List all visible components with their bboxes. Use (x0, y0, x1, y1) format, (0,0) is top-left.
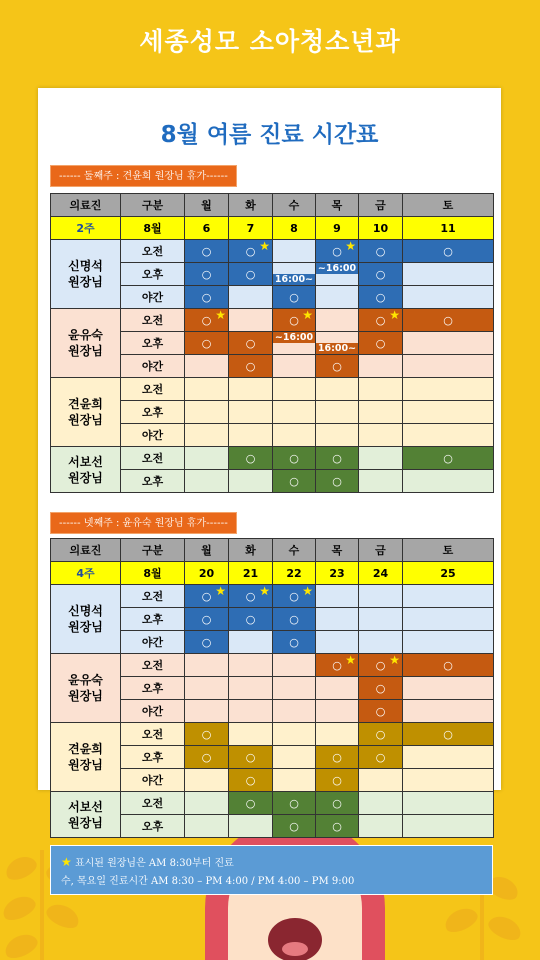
doctor-gyeon: 견윤희 원장님 (51, 723, 121, 792)
slot-open: ○ ★ (316, 654, 359, 677)
header-row (51, 194, 494, 217)
period-night: 야간 (121, 355, 185, 378)
period-am: 오전 (121, 654, 185, 677)
col-fri: 금 (359, 539, 403, 562)
schedule-title: 8월 여름 진료 시간표 (160, 122, 379, 148)
slot-open: ○ (229, 769, 273, 792)
slot-open: ○ (316, 355, 359, 378)
col-doctor: 의료진 (51, 539, 121, 562)
date: 7 (229, 217, 273, 240)
date: 8 (273, 217, 316, 240)
slot-open: ○ ★ (359, 654, 403, 677)
slot-open: ○ (403, 447, 494, 470)
col-wed: 수 (273, 539, 316, 562)
col-fri: 금 (359, 194, 403, 217)
col-thu: 목 (316, 539, 359, 562)
week4-banner: ------ 넷째주 : 윤유숙 원장님 휴가------ (50, 512, 237, 534)
slot-open: ○ (229, 355, 273, 378)
star-icon: ★ (61, 855, 72, 869)
col-tue: 화 (229, 194, 273, 217)
slot-open: ○ (229, 263, 273, 286)
slot-open: ○ (185, 286, 229, 309)
doctor-yoon: 윤유숙 원장님 (51, 309, 121, 378)
slot-open: ○ (273, 470, 316, 493)
slot-open: ○ (316, 769, 359, 792)
doctor-yoon: 윤유숙 원장님 (51, 654, 121, 723)
star-icon: ★ (259, 584, 270, 598)
slot-open: ○ (359, 240, 403, 263)
slot-closed (359, 470, 403, 493)
date: 20 (185, 562, 229, 585)
slot-open: ○ (273, 792, 316, 815)
period-night: 야간 (121, 769, 185, 792)
slot-open: ○ (229, 746, 273, 769)
slot-open: ○ (229, 332, 273, 355)
star-icon: ★ (215, 584, 226, 598)
slot-open: ○ (403, 723, 494, 746)
slot-open: ○ (403, 654, 494, 677)
slot-open: ○ (229, 792, 273, 815)
period-am: 오전 (121, 792, 185, 815)
slot-closed (273, 355, 316, 378)
slot-open: ○ (185, 723, 229, 746)
date: 21 (229, 562, 273, 585)
slot-open: ○ (185, 240, 229, 263)
star-icon: ★ (389, 653, 400, 667)
slot-open: ○ (185, 608, 229, 631)
slot-open: ○ ★ (229, 240, 273, 263)
slot-open: ○ (273, 631, 316, 654)
col-category: 구분 (121, 539, 185, 562)
slot-closed (229, 470, 273, 493)
period-am: 오전 (121, 723, 185, 746)
week-label: 2주 (51, 217, 121, 240)
slot-closed (229, 309, 273, 332)
period-pm: 오후 (121, 332, 185, 355)
col-doctor: 의료진 (51, 194, 121, 217)
star-icon: ★ (302, 584, 313, 598)
slot-closed (403, 332, 494, 355)
doctor-gyeon: 견윤희 원장님 (51, 378, 121, 447)
date-row (51, 562, 494, 585)
slot-open: ○ ★ (185, 585, 229, 608)
header-row (51, 539, 494, 562)
period-pm: 오후 (121, 263, 185, 286)
doctor-seo: 서보선 원장님 (51, 447, 121, 493)
date: 22 (273, 562, 316, 585)
col-thu: 목 (316, 194, 359, 217)
star-icon: ★ (345, 239, 356, 253)
date: 6 (185, 217, 229, 240)
month-label: 8월 (121, 562, 185, 585)
doctor-shin: 신명석 원장님 (51, 240, 121, 309)
col-tue: 화 (229, 539, 273, 562)
slot-closed (403, 355, 494, 378)
slot-open: ○ (359, 263, 403, 286)
slot-partial: 16:00~ (316, 332, 359, 355)
week-label: 4주 (51, 562, 121, 585)
clinic-name: 세종성모 소아청소년과 (139, 27, 401, 56)
col-category: 구분 (121, 194, 185, 217)
slot-open: ○ (316, 470, 359, 493)
date-row (51, 217, 494, 240)
month-label: 8월 (121, 217, 185, 240)
slot-closed (403, 470, 494, 493)
date: 9 (316, 217, 359, 240)
period-pm: 오후 (121, 815, 185, 838)
period-am: 오전 (121, 240, 185, 263)
slot-closed (316, 309, 359, 332)
period-pm: 오후 (121, 608, 185, 631)
period-pm: 오후 (121, 746, 185, 769)
slot-closed (359, 447, 403, 470)
week4-schedule-table (50, 538, 494, 838)
period-am: 오전 (121, 447, 185, 470)
col-mon: 월 (185, 194, 229, 217)
slot-open: ○ ★ (273, 309, 316, 332)
slot-open: ○ (185, 263, 229, 286)
period-night: 야간 (121, 286, 185, 309)
period-pm: 오후 (121, 677, 185, 700)
slot-open: ○ (403, 240, 494, 263)
slot-closed (185, 355, 229, 378)
date: 23 (316, 562, 359, 585)
star-icon: ★ (389, 308, 400, 322)
slot-open: ○ (185, 332, 229, 355)
slot-open: ○ (359, 700, 403, 723)
star-icon: ★ (215, 308, 226, 322)
slot-partial: ~16:00 (316, 263, 359, 286)
period-pm: 오후 (121, 470, 185, 493)
period-night: 야간 (121, 631, 185, 654)
date: 10 (359, 217, 403, 240)
week2-banner: ------ 둘째주 : 견윤희 원장님 휴가------ (50, 165, 237, 187)
slot-open: ○ (273, 286, 316, 309)
slot-closed (316, 286, 359, 309)
col-sat: 토 (403, 194, 494, 217)
slot-closed (273, 240, 316, 263)
date: 24 (359, 562, 403, 585)
slot-open: ○ (359, 677, 403, 700)
doctor-shin: 신명석 원장님 (51, 585, 121, 654)
col-wed: 수 (273, 194, 316, 217)
info-line-1: ★ 표시된 원장님은 AM 8:30부터 진료 (61, 855, 234, 869)
slot-open: ○ (185, 631, 229, 654)
slot-open: ○ (316, 815, 359, 838)
slot-open: ○ (229, 447, 273, 470)
slot-partial: ~16:00 (273, 332, 316, 355)
slot-open: ○ ★ (316, 240, 359, 263)
slot-open: ○ (316, 792, 359, 815)
slot-open: ○ ★ (185, 309, 229, 332)
period-pm: 오후 (121, 401, 185, 424)
star-icon: ★ (259, 239, 270, 253)
slot-open: ○ (359, 332, 403, 355)
period-am: 오전 (121, 309, 185, 332)
col-mon: 월 (185, 539, 229, 562)
slot-open: ○ (316, 746, 359, 769)
slot-open: ○ (273, 447, 316, 470)
slot-closed (185, 447, 229, 470)
slot-partial: 16:00~ (273, 263, 316, 286)
slot-open: ○ (316, 447, 359, 470)
slot-open: ○ (229, 608, 273, 631)
slot-closed (403, 286, 494, 309)
slot-closed (185, 470, 229, 493)
slot-open: ○ (359, 746, 403, 769)
date: 11 (403, 217, 494, 240)
week2-schedule-table (50, 193, 494, 493)
slot-open: ○ (403, 309, 494, 332)
doctor-seo: 서보선 원장님 (51, 792, 121, 838)
slot-open: ○ (273, 608, 316, 631)
slot-closed (359, 355, 403, 378)
info-box (50, 845, 493, 895)
slot-open: ○ ★ (359, 309, 403, 332)
col-sat: 토 (403, 539, 494, 562)
star-icon: ★ (345, 653, 356, 667)
slot-open: ○ ★ (273, 585, 316, 608)
slot-open: ○ (359, 286, 403, 309)
period-night: 야간 (121, 424, 185, 447)
slot-open: ○ ★ (229, 585, 273, 608)
star-icon: ★ (302, 308, 313, 322)
slot-open: ○ (273, 815, 316, 838)
slot-closed (229, 286, 273, 309)
slot-open: ○ (185, 746, 229, 769)
period-am: 오전 (121, 585, 185, 608)
slot-closed (403, 263, 494, 286)
period-am: 오전 (121, 378, 185, 401)
info-line-2: 수, 목요일 진료시간 AM 8:30 – PM 4:00 / PM 4:00 – PM 9:00 (61, 876, 355, 887)
date: 25 (403, 562, 494, 585)
period-night: 야간 (121, 700, 185, 723)
slot-open: ○ (359, 723, 403, 746)
